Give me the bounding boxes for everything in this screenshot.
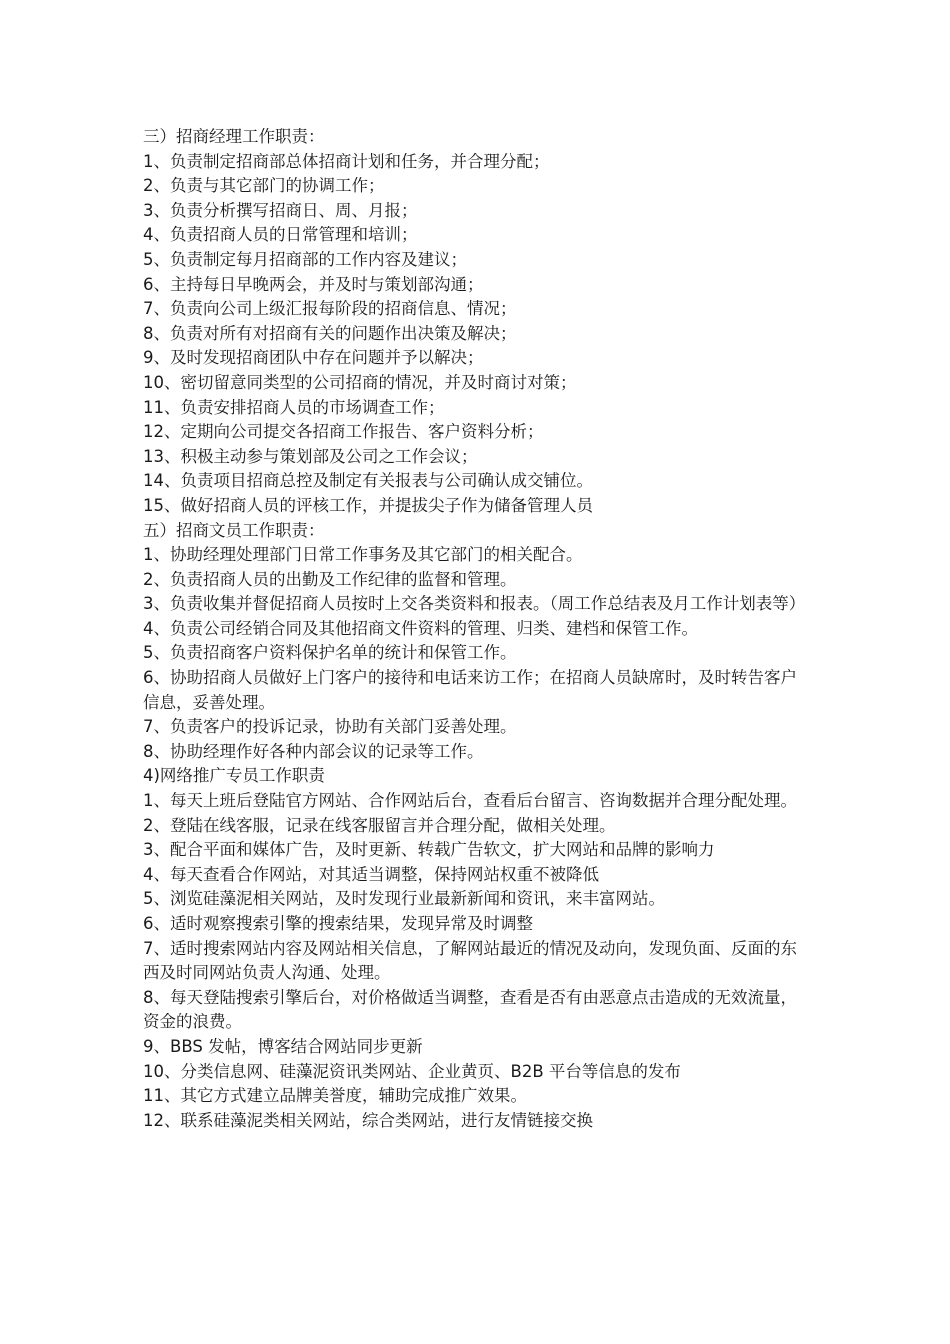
list-item: 14、负责项目招商总控及制定有关报表与公司确认成交铺位。 bbox=[143, 471, 593, 491]
list-item: 6、主持每日早晚两会，并及时与策划部沟通； bbox=[143, 274, 484, 294]
list-item: 4、负责公司经销合同及其他招商文件资料的管理、归类、建档和保管工作。 bbox=[143, 618, 698, 638]
list-item: 7、负责向公司上级汇报每阶段的招商信息、情况； bbox=[143, 299, 517, 319]
list-item: 10、分类信息网、硅藻泥资讯类网站、企业黄页、B2B 平台等信息的发布 bbox=[143, 1061, 681, 1081]
list-item: 8、每天登陆搜索引擎后台，对价格做适当调整，查看是否有由恶意点击造成的无效流量，资金的浪费。 bbox=[143, 987, 797, 1032]
list-item: 6、协助招商人员做好上门客户的接待和电话来访工作；在招商人员缺席时，及时转告客户信息，妥善处理。 bbox=[143, 668, 797, 712]
section-heading-manager: 三）招商经理工作职责： bbox=[143, 127, 325, 146]
list-item: 3、配合平面和媒体广告，及时更新、转载广告软文，扩大网站和品牌的影响力 bbox=[143, 840, 715, 860]
list-item: 8、协助经理作好各种内部会议的记录等工作。 bbox=[143, 741, 484, 761]
section-heading-web-promotion: 4)网络推广专员工作职责 bbox=[143, 766, 325, 786]
list-item: 13、积极主动参与策划部及公司之工作会议； bbox=[143, 446, 478, 466]
list-item: 1、每天上班后登陆官方网站、合作网站后台，查看后台留言、咨询数据并合理分配处理。 bbox=[143, 791, 797, 811]
list-item: 10、密切留意同类型的公司招商的情况，并及时商讨对策； bbox=[143, 372, 577, 392]
list-item: 8、负责对所有对招商有关的问题作出决策及解决； bbox=[143, 323, 517, 343]
list-item: 9、BBS 发帖，博客结合网站同步更新 bbox=[143, 1036, 423, 1056]
list-item: 4、每天查看合作网站，对其适当调整，保持网站权重不被降低 bbox=[143, 864, 599, 884]
section-heading-clerk: 五）招商文员工作职责： bbox=[143, 520, 325, 540]
list-item: 5、浏览硅藻泥相关网站，及时发现行业最新新闻和资讯，来丰富网站。 bbox=[143, 889, 665, 909]
list-item: 5、负责招商客户资料保护名单的统计和保管工作。 bbox=[143, 643, 517, 663]
list-item: 6、适时观察搜索引擎的搜索结果，发现异常及时调整 bbox=[143, 914, 533, 933]
list-item: 7、负责客户的投诉记录，协助有关部门妥善处理。 bbox=[143, 717, 517, 737]
list-item: 15、做好招商人员的评核工作，并提拔尖子作为储备管理人员 bbox=[143, 495, 593, 515]
list-item: 11、负责安排招商人员的市场调查工作； bbox=[143, 397, 445, 417]
list-item: 3、负责收集并督促招商人员按时上交各类资料和报表。（周工作总结表及月工作计划表等） bbox=[143, 594, 806, 614]
list-item: 12、定期向公司提交各招商工作报告、客户资料分析； bbox=[143, 422, 544, 442]
list-item: 3、负责分析撰写招商日、周、月报； bbox=[143, 200, 418, 220]
list-item: 9、及时发现招商团队中存在问题并予以解决； bbox=[143, 348, 484, 368]
list-item: 2、负责与其它部门的协调工作； bbox=[143, 176, 385, 196]
list-item: 7、适时搜索网站内容及网站相关信息，了解网站最近的情况及动向，发现负面、反面的东西及时同网站负责人沟通、处理。 bbox=[143, 938, 797, 983]
document-body bbox=[143, 125, 808, 1133]
list-item: 4、负责招商人员的日常管理和培训； bbox=[143, 225, 418, 245]
list-item: 2、负责招商人员的出勤及工作纪律的监督和管理。 bbox=[143, 569, 517, 589]
list-item: 12、联系硅藻泥类相关网站，综合类网站，进行友情链接交换 bbox=[143, 1110, 593, 1130]
list-item: 2、登陆在线客服，记录在线客服留言并合理分配，做相关处理。 bbox=[143, 815, 616, 835]
list-item: 1、负责制定招商部总体招商计划和任务，并合理分配； bbox=[143, 151, 550, 171]
list-item: 1、协助经理处理部门日常工作事务及其它部门的相关配合。 bbox=[143, 545, 583, 565]
list-item: 5、负责制定每月招商部的工作内容及建议； bbox=[143, 249, 467, 269]
list-item: 11、其它方式建立品牌美誉度，辅助完成推广效果。 bbox=[143, 1086, 527, 1106]
